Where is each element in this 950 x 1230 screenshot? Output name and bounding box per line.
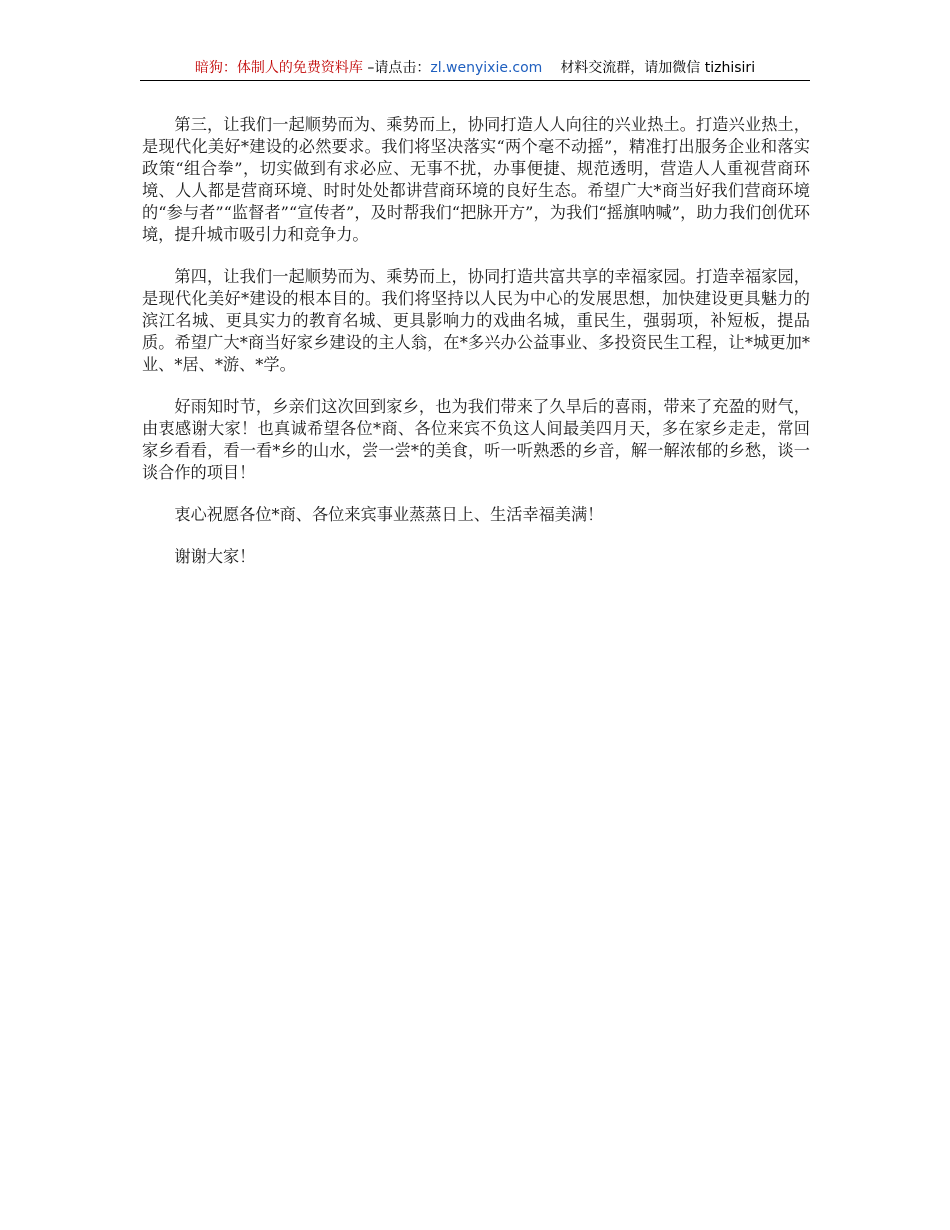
header-website-link[interactable]: zl.wenyixie.com xyxy=(430,60,543,76)
paragraph-fourth: 第四，让我们一起顺势而为、乘势而上，协同打造共富共享的幸福家园。打造幸福家园，是现代化美好*建设的根本目的。我们将坚持以人民为中心的发展思想，加快建设更具魅力的滨江名城、更具实力的教育名城、更具影响力的戏曲名城，重民生，强弱项，补短板，提品质。希望广大*商当好家乡建设的主人翁，在*多兴办公益事业、多投资民生工程，让*城更加*业、*居、*游、*学。 xyxy=(142,267,810,374)
header-group-text: 材料交流群，请加微信 tizhisiri xyxy=(560,60,756,76)
document-body xyxy=(142,114,810,588)
paragraph-thanks: 谢谢大家！ xyxy=(174,547,256,566)
header-prompt-text: –请点击： xyxy=(362,60,431,76)
paragraph-wishes: 衷心祝愿各位*商、各位来宾事业蒸蒸日上、生活幸福美满！ xyxy=(174,505,604,524)
header-brand-text: 暗狗：体制人的免费资料库 xyxy=(194,60,363,76)
page-header xyxy=(140,58,810,81)
paragraph-welcome: 好雨知时节，乡亲们这次回到家乡，也为我们带来了久旱后的喜雨，带来了充盈的财气，由衷感谢大家！也真诚希望各位*商、各位来宾不负这人间最美四月天，多在家乡走走，常回家乡看看，看一看*乡的山水，尝一尝*的美食，听一听熟悉的乡音，解一解浓郁的乡愁，谈一谈合作的项目！ xyxy=(142,397,810,482)
paragraph-third: 第三，让我们一起顺势而为、乘势而上，协同打造人人向往的兴业热土。打造兴业热土，是现代化美好*建设的必然要求。我们将坚决落实“两个毫不动摇”，精准打出服务企业和落实政策“组合拳”，切实做到有求必应、无事不扰，办事便捷、规范透明，营造人人重视营商环境、人人都是营商环境、时时处处都讲营商环境的良好生态。希望广大*商当好我们营商环境的“参与者”“监督者”“宣传者”，及时帮我们“把脉开方”，为我们“摇旗呐喊”，助力我们创优环境，提升城市吸引力和竞争力。 xyxy=(142,115,810,244)
